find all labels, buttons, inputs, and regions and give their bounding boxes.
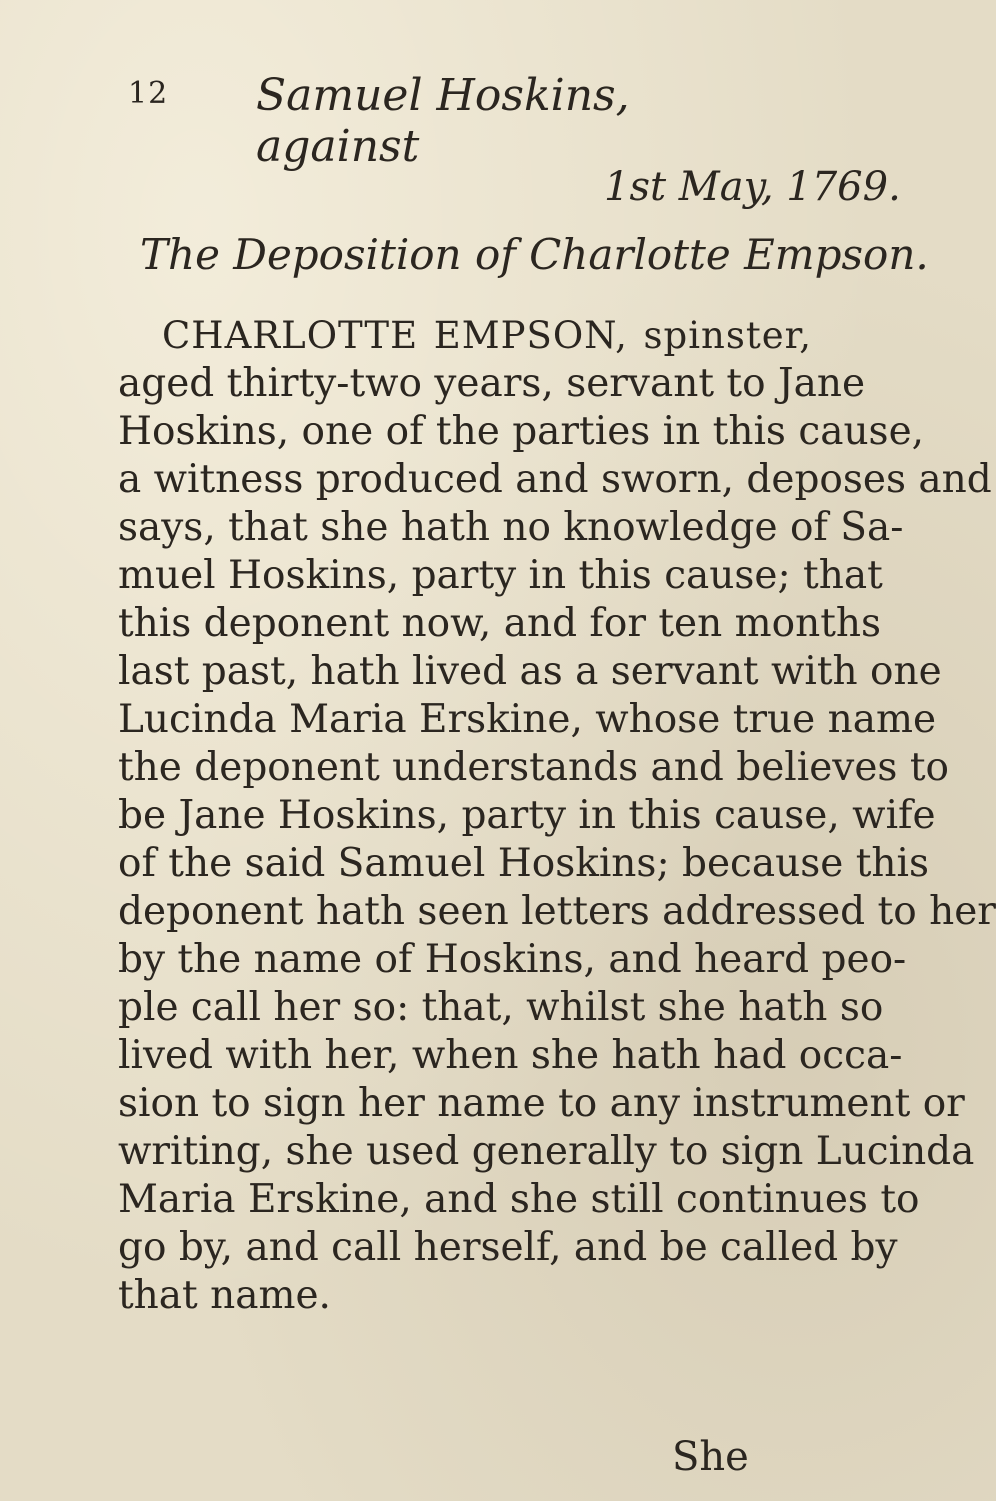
running-head — [0, 70, 800, 172]
deposition-body — [118, 312, 996, 1320]
text-line: writing, she used generally to sign Lucinda — [118, 1129, 975, 1174]
text-line: lived with her, when she hath had occa- — [118, 1033, 903, 1078]
text-line: ple call her so: that, whilst she hath so — [118, 985, 884, 1030]
text-line: sion to sign her name to any instrument or — [118, 1081, 965, 1126]
text-line: by the name of Hoskins, and heard peo- — [118, 937, 907, 982]
date-line: 1st May, 1769. — [604, 164, 901, 210]
text-line: aged thirty-two years, servant to Jane — [118, 361, 866, 406]
text-line: CHARLOTTE EMPSON, spinster, — [162, 314, 812, 357]
running-head-title: Samuel Hoskins, against — [256, 70, 630, 172]
deposition-caption: The Deposition of Charlotte Empson. — [140, 230, 929, 279]
text-line: of the said Samuel Hoskins; because this — [118, 841, 930, 886]
text-line: Maria Erskine, and she still continues to — [118, 1177, 920, 1222]
text-line: go by, and call herself, and be called by — [118, 1225, 898, 1270]
text-line: the deponent understands and believes to — [118, 745, 949, 790]
catchword: She — [672, 1434, 749, 1480]
text-line: be Jane Hoskins, party in this cause, wife — [118, 793, 936, 838]
text-line: last past, hath lived as a servant with one — [118, 649, 942, 694]
text-line: Lucinda Maria Erskine, whose true name — [118, 697, 937, 742]
text-line: Hoskins, one of the parties in this cause, — [118, 409, 925, 454]
text-line: a witness produced and sworn, deposes and — [118, 457, 992, 502]
text-line: that name. — [118, 1273, 331, 1318]
text-line: deponent hath seen letters addressed to her — [118, 889, 996, 934]
text-line: this deponent now, and for ten months — [118, 601, 882, 646]
page-number: 12 — [128, 76, 169, 111]
text-line: says, that she hath no knowledge of Sa- — [118, 505, 904, 550]
text-line: muel Hoskins, party in this cause; that — [118, 553, 883, 598]
